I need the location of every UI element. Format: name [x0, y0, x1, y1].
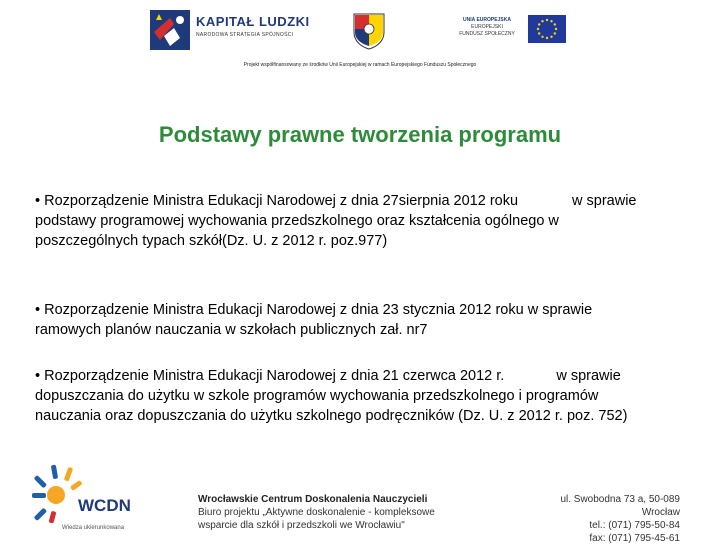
page-title: Podstawy prawne tworzenia programu: [158, 122, 562, 147]
regulation-paragraph-3: [35, 366, 685, 426]
kapital-ludzki-logo-icon: [150, 10, 190, 50]
regulation-paragraph-1: [35, 191, 685, 251]
org-name: Wrocławskie Centrum Doskonalenia Nauczycieli: [198, 494, 428, 505]
logo-title: KAPITAŁ LUDZKI: [196, 14, 310, 29]
coat-of-arms-icon: [352, 12, 386, 50]
eu-flag-icon: [528, 15, 566, 43]
footer-contact: [520, 493, 680, 545]
eu-line-2: EUROPEJSKI: [471, 24, 503, 30]
paragraph-line: podstawy programowej wychowania przedszkolnego oraz kształcenia ogólnego w: [35, 213, 559, 229]
paragraph-line: dopuszczania do użytku w szkole programów wychowania przedszkolnego i programów: [35, 388, 599, 404]
paragraph-line-text: w sprawie: [556, 368, 621, 384]
paragraph-line-text: • Rozporządzenie Ministra Edukacji Narodowej z dnia 21 czerwca 2012 r.: [35, 368, 505, 384]
org-line-2: Biuro projektu „Aktywne doskonalenie - kompleksowe: [198, 507, 435, 518]
footer: [0, 455, 720, 544]
phone: tel.: (071) 795-50-84: [589, 520, 680, 531]
logo-subtitle: NARODOWA STRATEGIA SPÓJNOŚCI: [196, 32, 294, 38]
kapital-ludzki-text: [196, 15, 310, 39]
address: ul. Swobodna 73 a, 50-089 Wrocław: [560, 494, 680, 518]
wcdn-logo-small: Wiedza ukierunkowana: [62, 525, 125, 531]
paragraph-line-text: w sprawie: [572, 193, 637, 209]
paragraph-line: • Rozporządzenie Ministra Edukacji Narodowej z dnia 23 stycznia 2012 roku w sprawie: [35, 302, 593, 318]
eu-line-3: FUNDUSZ SPOŁECZNY: [459, 31, 515, 37]
paragraph-line: [35, 191, 685, 211]
paragraph-line: poszczególnych typach szkół(Dz. U. z 2012 r. poz.977): [35, 233, 388, 249]
paragraph-line: [35, 366, 685, 386]
paragraph-line: ramowych planów nauczania w szkołach publicznych zał. nr7: [35, 322, 428, 338]
paragraph-line: nauczania oraz dopuszczania do użytku szkolnego podręczników (Dz. U. z 2012 r. poz. 752): [35, 408, 628, 424]
eu-text-block: [452, 17, 522, 38]
fax: fax: (071) 795-45-61: [589, 533, 680, 544]
org-line-3: wsparcie dla szkół i przedszkoli we Wrocławiu": [198, 520, 405, 531]
funding-note: Projekt współfinansowany ze środków Unii Europejskiej w ramach Europejskiego Funduszu Społecznego: [243, 62, 477, 68]
regulation-paragraph-2: [35, 300, 685, 340]
header-logos: [0, 0, 720, 80]
wcdn-logo-label: WCDN: [78, 496, 131, 515]
eu-line-1: UNIA EUROPEJSKA: [463, 17, 511, 23]
footer-organization: [198, 493, 435, 532]
paragraph-line-text: • Rozporządzenie Ministra Edukacji Narodowej z dnia 27sierpnia 2012 roku: [35, 193, 519, 209]
